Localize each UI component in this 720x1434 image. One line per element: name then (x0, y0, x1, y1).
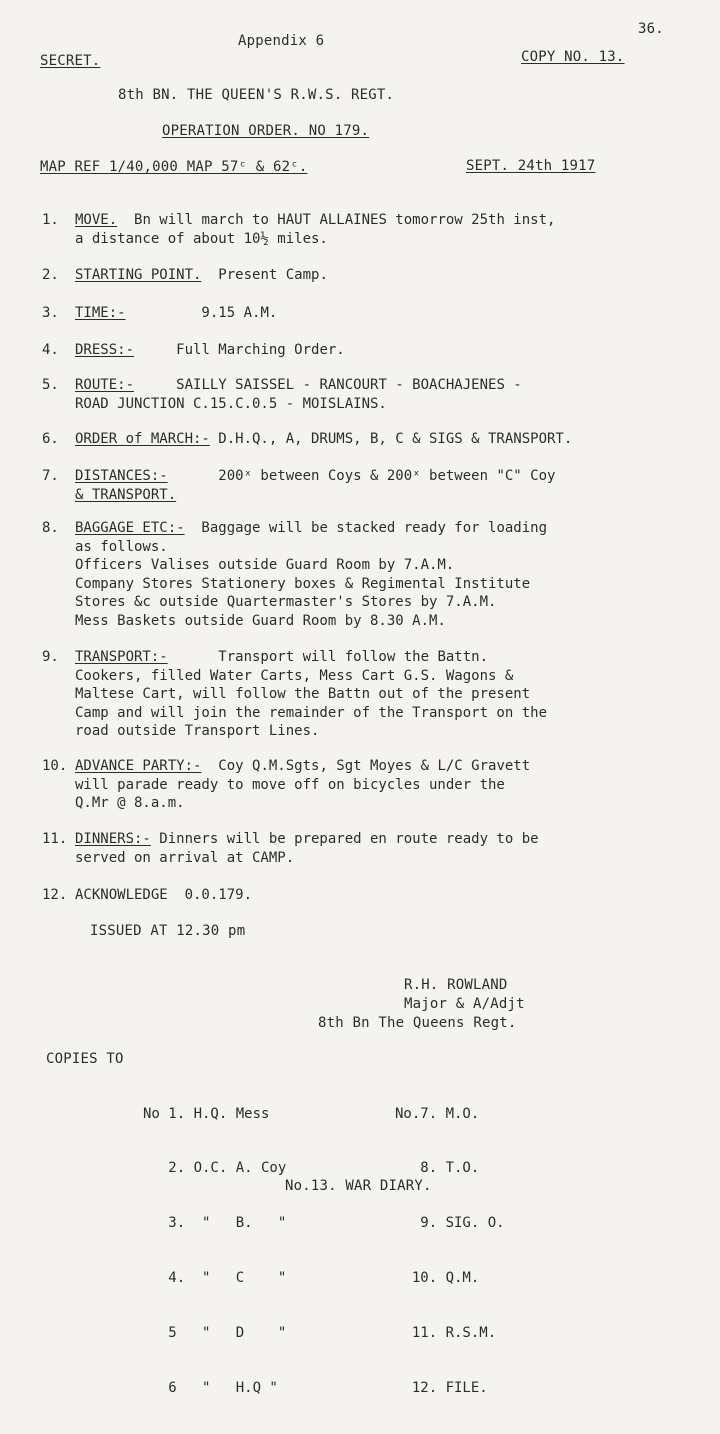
appendix-label: Appendix 6 (238, 33, 325, 49)
paragraph-line: will parade ready to move off on bicycles under the (75, 776, 505, 793)
paragraph-route (42, 376, 712, 413)
paragraph-number: 9. (42, 649, 59, 665)
paragraph-number: 12. (42, 887, 68, 903)
paragraph-number: 10. (42, 758, 68, 774)
copy-recipient: 10. Q.M. (395, 1270, 480, 1287)
paragraph-line: road outside Transport Lines. (75, 723, 320, 740)
page-number: 36. (638, 21, 664, 37)
paragraph-acknowledge (42, 886, 712, 905)
paragraph-line: Transport will follow the Battn. (167, 649, 489, 665)
paragraph-number: 7. (42, 468, 59, 484)
paragraph-line: Cookers, filled Water Carts, Mess Cart G.S. Wagons & (75, 667, 514, 684)
paragraph-line: Coy Q.M.Sgts, Sgt Moyes & L/C Gravett (201, 758, 531, 774)
copy-number: COPY NO. 13. (521, 49, 625, 65)
paragraph-line: Dinners will be prepared en route ready to be (150, 831, 539, 847)
paragraph-heading: DINNERS:- (75, 831, 151, 847)
paragraph-heading: BAGGAGE ETC:- (75, 520, 185, 536)
paragraph-number: 3. (42, 305, 59, 321)
classification: SECRET. (40, 53, 101, 69)
paragraph-line: Bn will march to HAUT ALLAINES tomorrow 25th inst, (117, 212, 556, 228)
paragraph-number: 4. (42, 342, 59, 358)
paragraph-number: 5. (42, 377, 59, 393)
paragraph-order-of-march (42, 430, 712, 449)
copy-recipient: 9. SIG. O. (395, 1215, 505, 1232)
paragraph-heading: ROUTE:- (75, 377, 135, 393)
paragraph-heading: STARTING POINT. (75, 267, 202, 283)
paragraph-line: as follows. (75, 538, 168, 555)
paragraph-line: Mess Baskets outside Guard Room by 8.30 A.M. (75, 612, 446, 629)
paragraph-advance-party (42, 757, 712, 813)
paragraph-line: D.H.Q., A, DRUMS, B, C & SIGS & TRANSPORT. (209, 431, 573, 447)
copy-recipient: 4. " C " (143, 1270, 287, 1287)
copy-recipient: 11. R.S.M. (395, 1325, 497, 1342)
signature-name: R.H. ROWLAND (404, 977, 508, 993)
paragraph-line: 200ˣ between Coys & 200ˣ between "C" Coy (167, 468, 556, 484)
paragraph-number: 8. (42, 520, 59, 536)
paragraph-number: 11. (42, 831, 68, 847)
paragraph-move (42, 211, 712, 248)
paragraph-line: Officers Valises outside Guard Room by 7.A.M. (75, 557, 455, 574)
paragraph-line: ROAD JUNCTION C.15.C.0.5 - MOISLAINS. (75, 395, 387, 412)
copy-recipient: 3. " B. " (143, 1215, 287, 1232)
copy-recipient: 6 " H.Q " (143, 1380, 278, 1397)
paragraph-dress (42, 341, 712, 360)
copies-heading: COPIES TO (46, 1051, 124, 1067)
paragraph-dinners (42, 830, 712, 867)
paragraph-number: 2. (42, 267, 59, 283)
map-reference: MAP REF 1/40,000 MAP 57ᶜ & 62ᶜ. (40, 159, 308, 175)
copy-recipient: No 1. H.Q. Mess (143, 1105, 270, 1122)
copy-recipient: 8. T.O. (395, 1160, 480, 1177)
order-title: OPERATION ORDER. NO 179. (162, 123, 370, 139)
copy-recipient: 12. FILE. (395, 1380, 488, 1397)
copies-footer: No.13. WAR DIARY. (285, 1178, 432, 1194)
paragraph-starting-point (42, 266, 712, 285)
paragraph-number: 6. (42, 431, 59, 447)
paragraph-heading: DISTANCES:- (75, 468, 168, 484)
paragraph-heading: TIME:- (75, 305, 126, 321)
paragraph-line: Company Stores Stationery boxes & Regimental Institute (75, 575, 531, 592)
signature-rank: Major & A/Adjt (404, 996, 525, 1012)
paragraph-line: SAILLY SAISSEL - RANCOURT - BOACHAJENES - (134, 377, 522, 393)
issued-time: ISSUED AT 12.30 pm (90, 923, 246, 939)
paragraph-line: Q.Mr @ 8.a.m. (75, 795, 185, 812)
signature-unit: 8th Bn The Queens Regt. (318, 1015, 517, 1031)
copy-recipient: 2. O.C. A. Coy (143, 1160, 287, 1177)
paragraph-heading: TRANSPORT:- (75, 649, 168, 665)
paragraph-baggage (42, 519, 712, 631)
paragraph-line: a distance of about 10½ miles. (75, 230, 328, 247)
paragraph-transport (42, 648, 712, 741)
paragraph-heading: ORDER of MARCH:- (75, 431, 210, 447)
paragraph-line: Baggage will be stacked ready for loading (184, 520, 548, 536)
paragraph-line: Present Camp. (201, 267, 328, 283)
copy-recipient: No.7. M.O. (395, 1105, 480, 1122)
paragraph-line: served on arrival at CAMP. (75, 849, 295, 866)
unit-heading: 8th BN. THE QUEEN'S R.W.S. REGT. (118, 87, 395, 103)
paragraph-number: 1. (42, 212, 59, 228)
paragraph-line: Camp and will join the remainder of the Transport on the (75, 704, 548, 721)
paragraph-heading: DRESS:- (75, 342, 135, 358)
paragraph-time (42, 304, 712, 323)
paragraph-line: Maltese Cart, will follow the Battn out of the present (75, 686, 531, 703)
paragraph-line: 9.15 A.M. (125, 305, 278, 321)
paragraph-heading: ADVANCE PARTY:- (75, 758, 202, 774)
paragraph-heading: MOVE. (75, 212, 118, 228)
paragraph-line: & TRANSPORT. (75, 486, 177, 503)
copies-list-right (395, 1068, 505, 1434)
paragraph-line: Full Marching Order. (134, 342, 345, 358)
paragraph-line: ACKNOWLEDGE 0.0.179. (75, 887, 253, 903)
copies-list-left (143, 1068, 286, 1434)
order-date: SEPT. 24th 1917 (466, 158, 596, 174)
paragraph-line: Stores &c outside Quartermaster's Stores by 7.A.M. (75, 594, 497, 611)
copy-recipient: 5 " D " (143, 1325, 287, 1342)
paragraph-distances (42, 467, 712, 504)
